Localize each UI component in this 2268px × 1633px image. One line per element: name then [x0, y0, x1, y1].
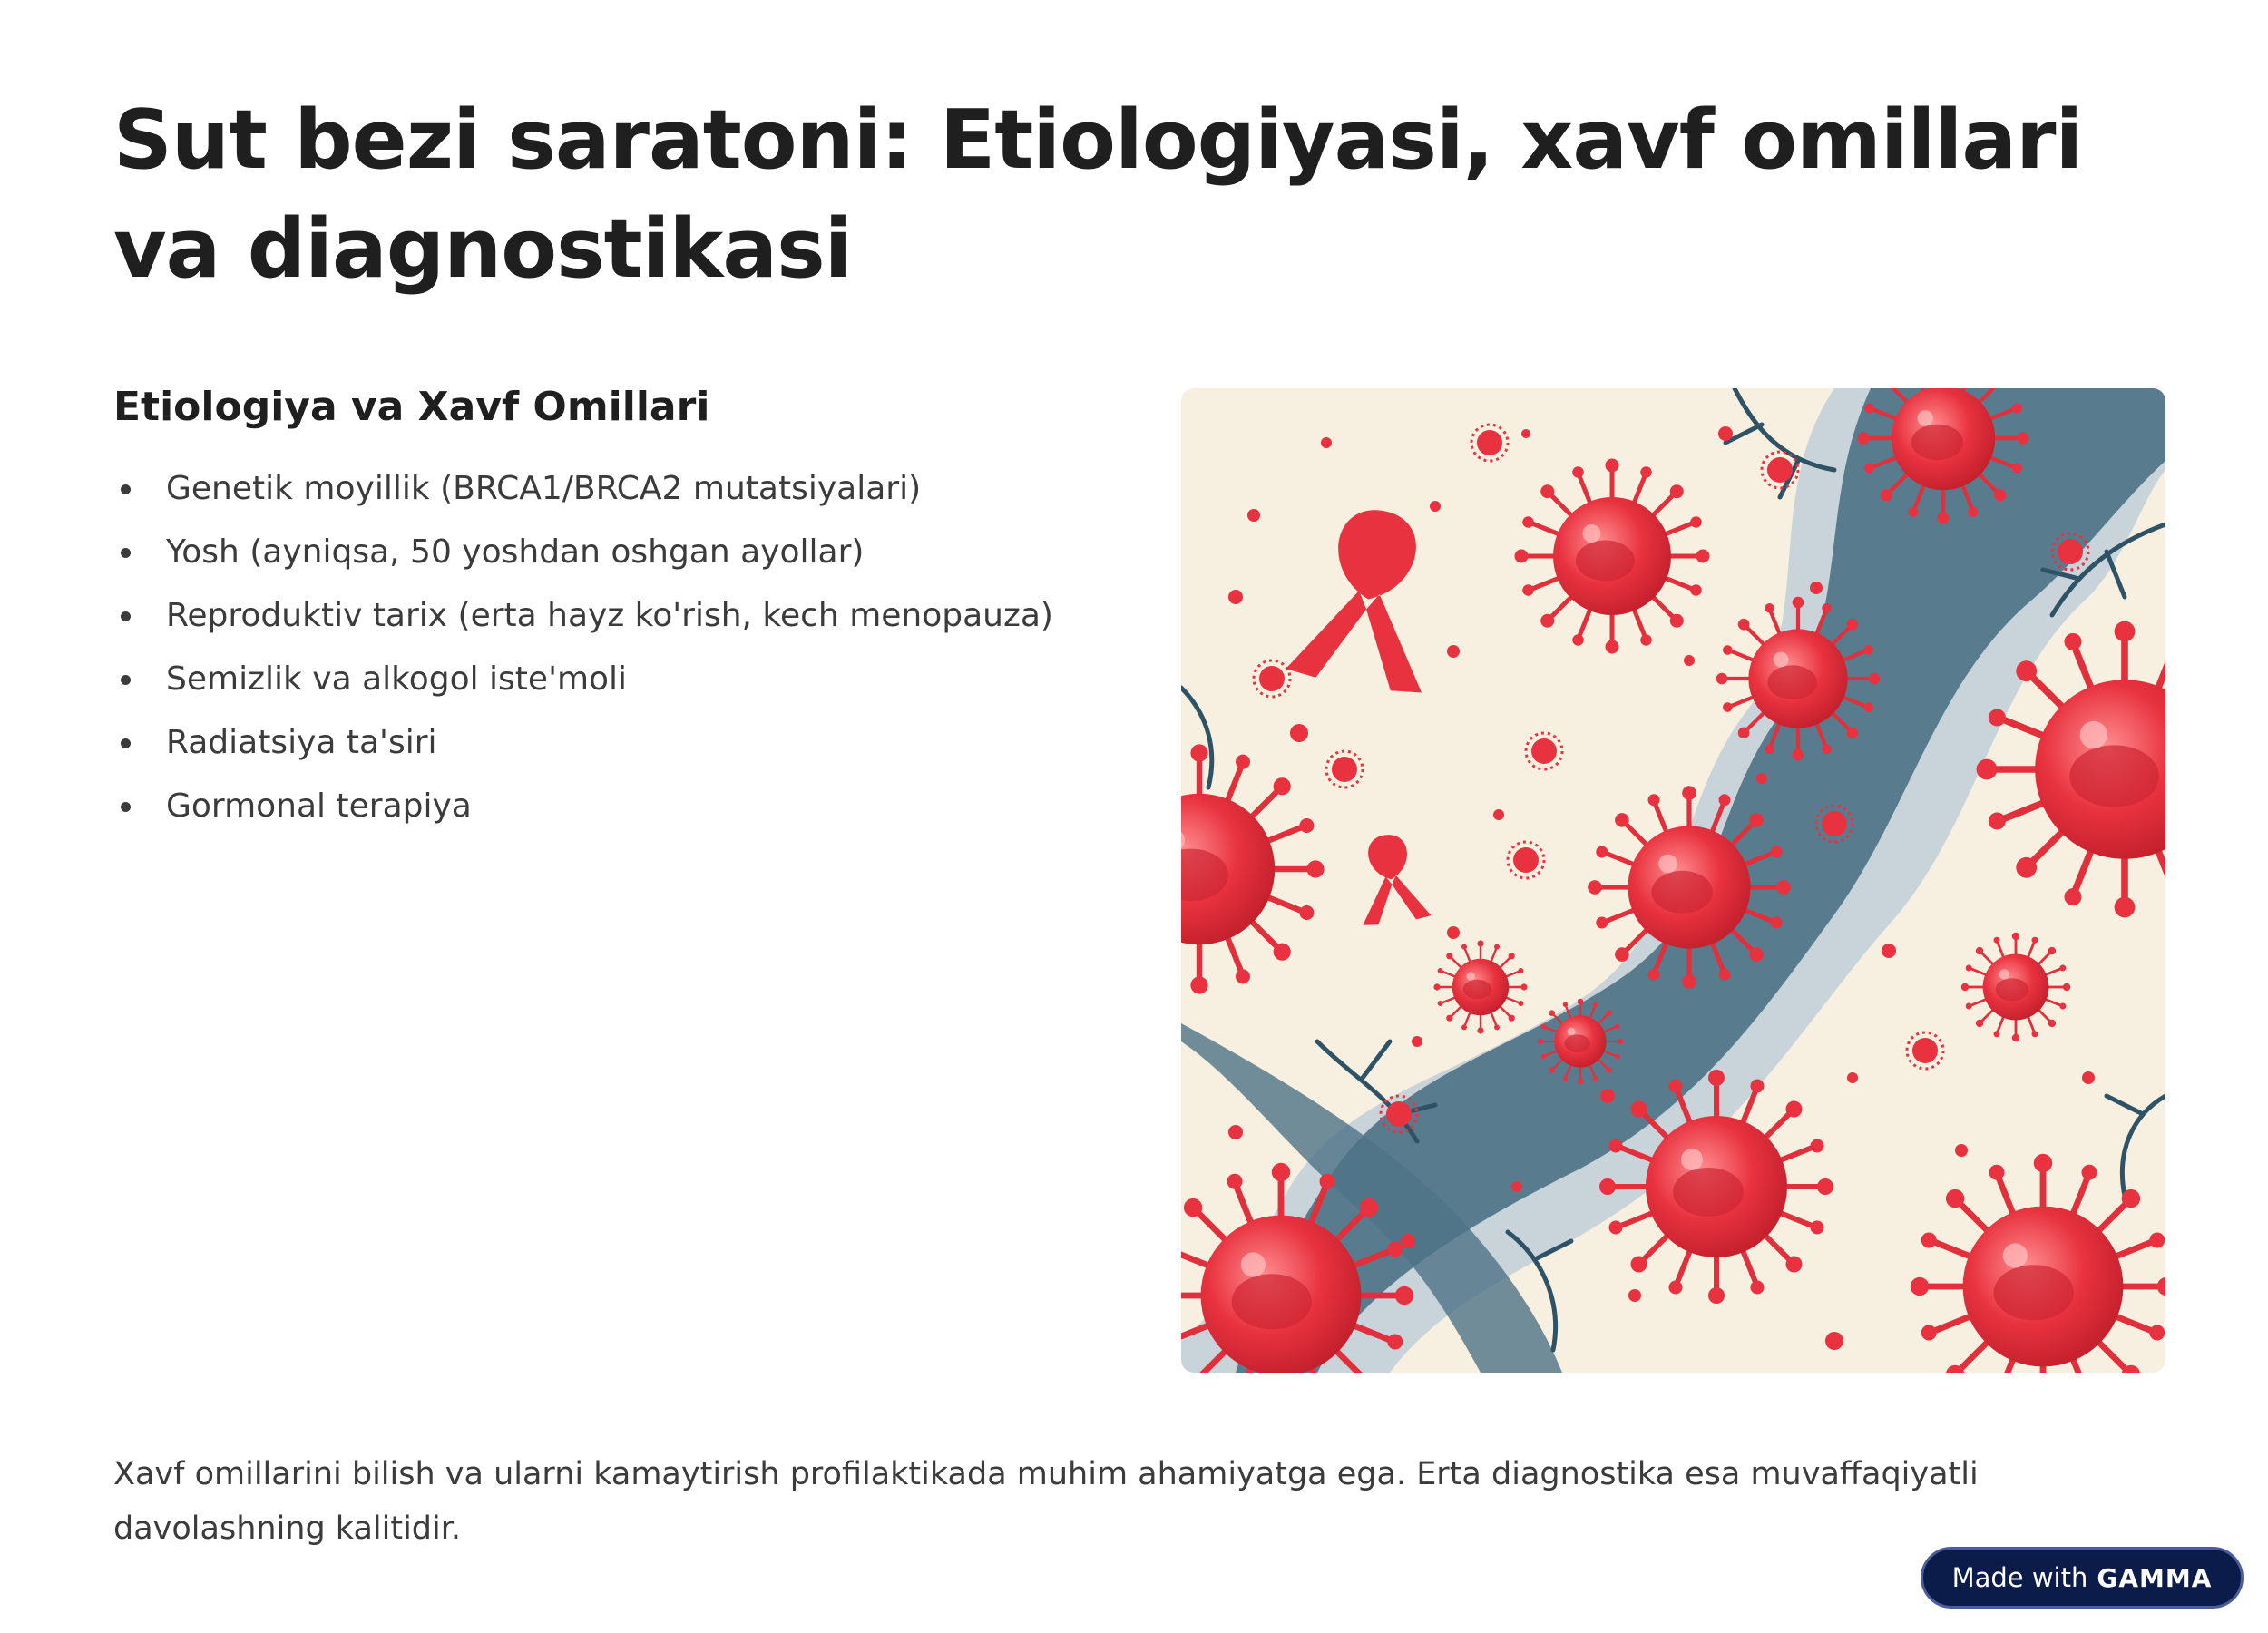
list-item-text: Gormonal terapiya [166, 787, 472, 825]
illustration-svg [1181, 388, 2165, 1373]
bullet-icon [121, 738, 131, 748]
bullet-icon [121, 802, 131, 812]
list-item-text: Yosh (ayniqsa, 50 yoshdan oshgan ayollar) [166, 533, 865, 571]
summary-text: Xavf omillarini bilish va ularni kamaytirish profilaktikada muhim ahamiyatga ega. Erta diagnostika esa muvaffaqiyatli davolashning kalitidir. [113, 1456, 1979, 1547]
list-item-text: Radiatsiya ta'siri [166, 724, 437, 761]
bullet-icon [121, 675, 131, 685]
page-title: Sut bezi saratoni: Etiologiyasi, xavf omillari va diagnostikasi [113, 93, 2083, 297]
bullet-icon [121, 548, 131, 558]
badge-prefix: Made with [1951, 1562, 2088, 1593]
bullet-icon [121, 484, 131, 494]
gamma-logo: GAMMA [2097, 1562, 2213, 1593]
section-heading: Etiologiya va Xavf Omillari [113, 384, 710, 430]
list-item [113, 594, 1139, 658]
list-item [113, 785, 1139, 848]
made-with-gamma-badge[interactable] [1921, 1547, 2244, 1609]
list-item-text: Semizlik va alkogol iste'moli [166, 660, 628, 698]
risk-factor-list [113, 467, 1139, 848]
list-item-text: Reproduktiv tarix (erta hayz ko'rish, kech menopauza) [166, 597, 1053, 634]
list-item [113, 467, 1139, 531]
list-item [113, 658, 1139, 721]
bullet-icon [121, 611, 131, 621]
list-item-text: Genetik moyillik (BRCA1/BRCA2 mutatsiyalari) [166, 470, 922, 507]
list-item [113, 531, 1139, 594]
cancer-cells-illustration [1181, 388, 2165, 1373]
list-item [113, 721, 1139, 785]
